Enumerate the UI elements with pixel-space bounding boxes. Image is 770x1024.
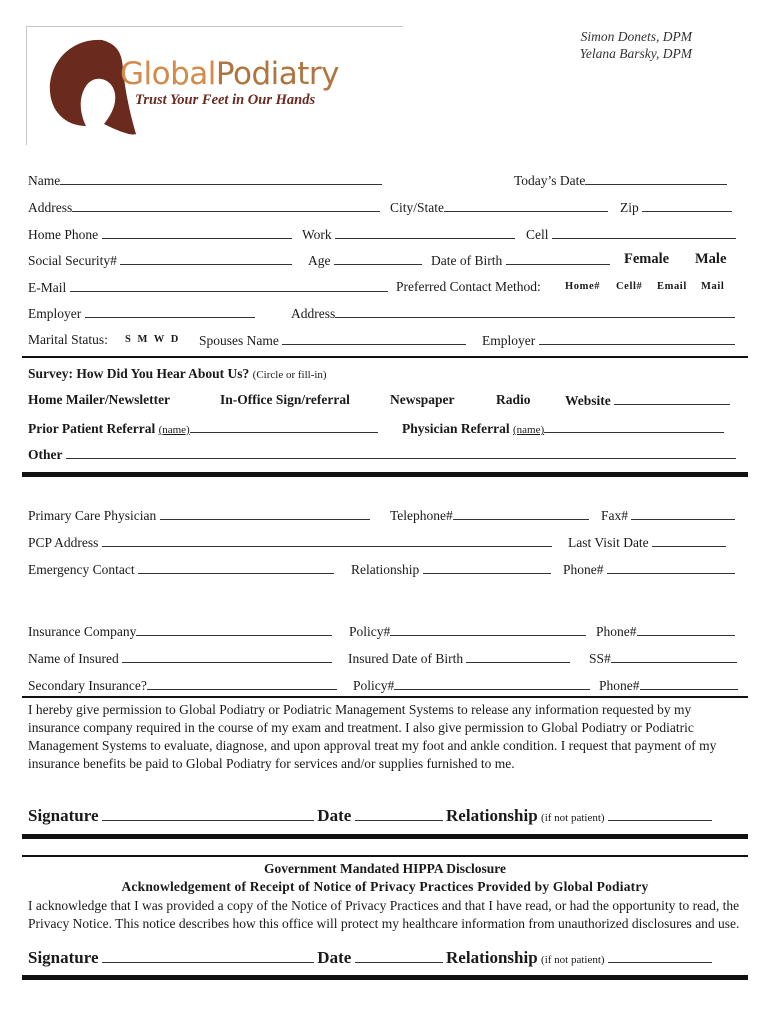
email-label: E-Mail bbox=[28, 280, 67, 295]
ssn-field[interactable] bbox=[28, 252, 292, 269]
insurance-phone-field[interactable]: Phone# bbox=[596, 623, 735, 640]
logo-wordmark: GlobalPodiatry bbox=[120, 56, 339, 92]
spouse-employer-label: Employer bbox=[482, 333, 536, 348]
spouse-name-field[interactable] bbox=[199, 332, 466, 349]
zip-field[interactable] bbox=[620, 199, 732, 216]
survey-title: Survey: How Did You Hear About Us? (Circle or fill-in) bbox=[28, 366, 327, 381]
survey-website[interactable]: Website bbox=[565, 392, 730, 409]
male-option[interactable]: Male bbox=[695, 251, 727, 267]
employer-label: Employer bbox=[28, 306, 82, 321]
home-phone-label: Home Phone bbox=[28, 227, 99, 242]
dob-label: Date of Birth bbox=[431, 253, 503, 268]
other-field[interactable]: Other bbox=[28, 446, 736, 463]
hippa-title: Government Mandated HIPPA Disclosure bbox=[263, 861, 507, 876]
cell-label: Cell bbox=[526, 227, 549, 242]
survey-in-office[interactable]: In-Office Sign/referral bbox=[220, 392, 350, 407]
female-option[interactable]: Female bbox=[624, 251, 670, 267]
city-state-label: City/State bbox=[390, 200, 444, 215]
survey-home-mailer[interactable]: Home Mailer/Newsletter bbox=[28, 392, 171, 407]
employer-field[interactable] bbox=[28, 305, 255, 322]
address-field[interactable] bbox=[28, 199, 380, 216]
marital-options[interactable]: S M W D bbox=[125, 334, 181, 345]
physician-referral-field[interactable]: Physician Referral (name) bbox=[402, 420, 724, 437]
spouse-employer-field[interactable] bbox=[482, 332, 735, 349]
contact-home-option[interactable]: Home# bbox=[565, 281, 601, 292]
contact-email-option[interactable]: Email bbox=[657, 281, 687, 292]
emergency-phone-field[interactable]: Phone# bbox=[563, 561, 735, 578]
consent-paragraph: I hereby give permission to Global Podiatry or Podiatric Management Systems to release any information requested by my insurance company required in the course of my exam and treatment. I also give permission to Global Podiatry or Podiatric Management Systems to evaluate, diagnose, and upon approval treat my foot and ankle condition. I request that payment of my insurance benefits be paid to Global Podiatry for services and/or supplies furnished to me. bbox=[28, 702, 717, 771]
doctor-2: Yelana Barsky, DPM bbox=[579, 46, 692, 61]
survey-newspaper[interactable]: Newspaper bbox=[390, 392, 455, 407]
name-field[interactable] bbox=[28, 172, 382, 189]
city-state-field[interactable] bbox=[390, 199, 608, 216]
insurance-company-field[interactable]: Insurance Company bbox=[28, 623, 332, 640]
hippa-subtitle: Acknowledgement of Receipt of Notice of Privacy Practices Provided by Global Podiatry bbox=[121, 879, 649, 894]
last-visit-field[interactable]: Last Visit Date bbox=[568, 534, 726, 551]
signature-line-2[interactable]: Signature Date Relationship (if not patient) bbox=[28, 948, 712, 968]
name-label: Name bbox=[28, 173, 61, 188]
consent-top-rule bbox=[22, 696, 748, 698]
emergency-relationship-field[interactable]: Relationship bbox=[351, 561, 551, 578]
todays-date-label: Today’s Date bbox=[514, 173, 586, 188]
work-field[interactable] bbox=[302, 226, 515, 243]
todays-date-field[interactable] bbox=[514, 172, 727, 189]
tagline: Trust Your Feet in Our Hands bbox=[135, 92, 316, 108]
pcp-telephone-field[interactable]: Telephone# bbox=[390, 507, 589, 524]
emergency-contact-field[interactable]: Emergency Contact bbox=[28, 561, 334, 578]
zip-label: Zip bbox=[620, 200, 639, 215]
survey-bottom-rule bbox=[22, 472, 748, 477]
consent-bottom-rule bbox=[22, 834, 748, 839]
ssn-label: Social Security# bbox=[28, 253, 117, 268]
doctor-1: Simon Donets, DPM bbox=[580, 29, 692, 44]
contact-mail-option[interactable]: Mail bbox=[701, 281, 725, 292]
dob-field[interactable] bbox=[431, 252, 610, 269]
pcp-fax-field[interactable]: Fax# bbox=[601, 507, 735, 524]
age-field[interactable] bbox=[308, 252, 422, 269]
pcp-address-field[interactable]: PCP Address bbox=[28, 534, 552, 551]
insurance-policy-field[interactable]: Policy# bbox=[349, 623, 586, 640]
survey-top-rule bbox=[22, 356, 748, 358]
work-label: Work bbox=[302, 227, 332, 242]
signature-line-1[interactable]: Signature Date Relationship (if not patient) bbox=[28, 806, 712, 826]
prior-patient-referral-field[interactable]: Prior Patient Referral (name) bbox=[28, 420, 378, 437]
home-phone-field[interactable] bbox=[28, 226, 292, 243]
marital-status-label: Marital Status: bbox=[28, 332, 108, 347]
hippa-body: I acknowledge that I was provided a copy of the Notice of Privacy Practices and that I have read, or had the opportunity to read, the Privacy Notice. This notice describes how this office will protect my healthcare information from unauthorized disclosures and use. bbox=[28, 898, 740, 931]
hippa-top-rule bbox=[22, 855, 748, 857]
spouse-name-label: Spouses Name bbox=[199, 333, 279, 348]
email-field[interactable] bbox=[28, 279, 388, 296]
address-label: Address bbox=[28, 200, 73, 215]
contact-cell-option[interactable]: Cell# bbox=[616, 281, 643, 292]
insured-name-field[interactable]: Name of Insured bbox=[28, 650, 332, 667]
employer-address-label: Address bbox=[291, 306, 336, 321]
age-label: Age bbox=[308, 253, 331, 268]
insured-ss-field[interactable]: SS# bbox=[589, 650, 737, 667]
secondary-phone-field[interactable]: Phone# bbox=[599, 677, 738, 694]
employer-address-field[interactable] bbox=[291, 305, 735, 322]
preferred-contact-label: Preferred Contact Method: bbox=[396, 279, 541, 294]
secondary-insurance-field[interactable]: Secondary Insurance? bbox=[28, 677, 337, 694]
cell-field[interactable] bbox=[526, 226, 736, 243]
pcp-field[interactable]: Primary Care Physician bbox=[28, 507, 370, 524]
hippa-bottom-rule bbox=[22, 975, 748, 980]
doctor-names bbox=[580, 28, 692, 62]
survey-radio[interactable]: Radio bbox=[496, 392, 531, 407]
secondary-policy-field[interactable]: Policy# bbox=[353, 677, 590, 694]
insured-dob-field[interactable]: Insured Date of Birth bbox=[348, 650, 570, 667]
